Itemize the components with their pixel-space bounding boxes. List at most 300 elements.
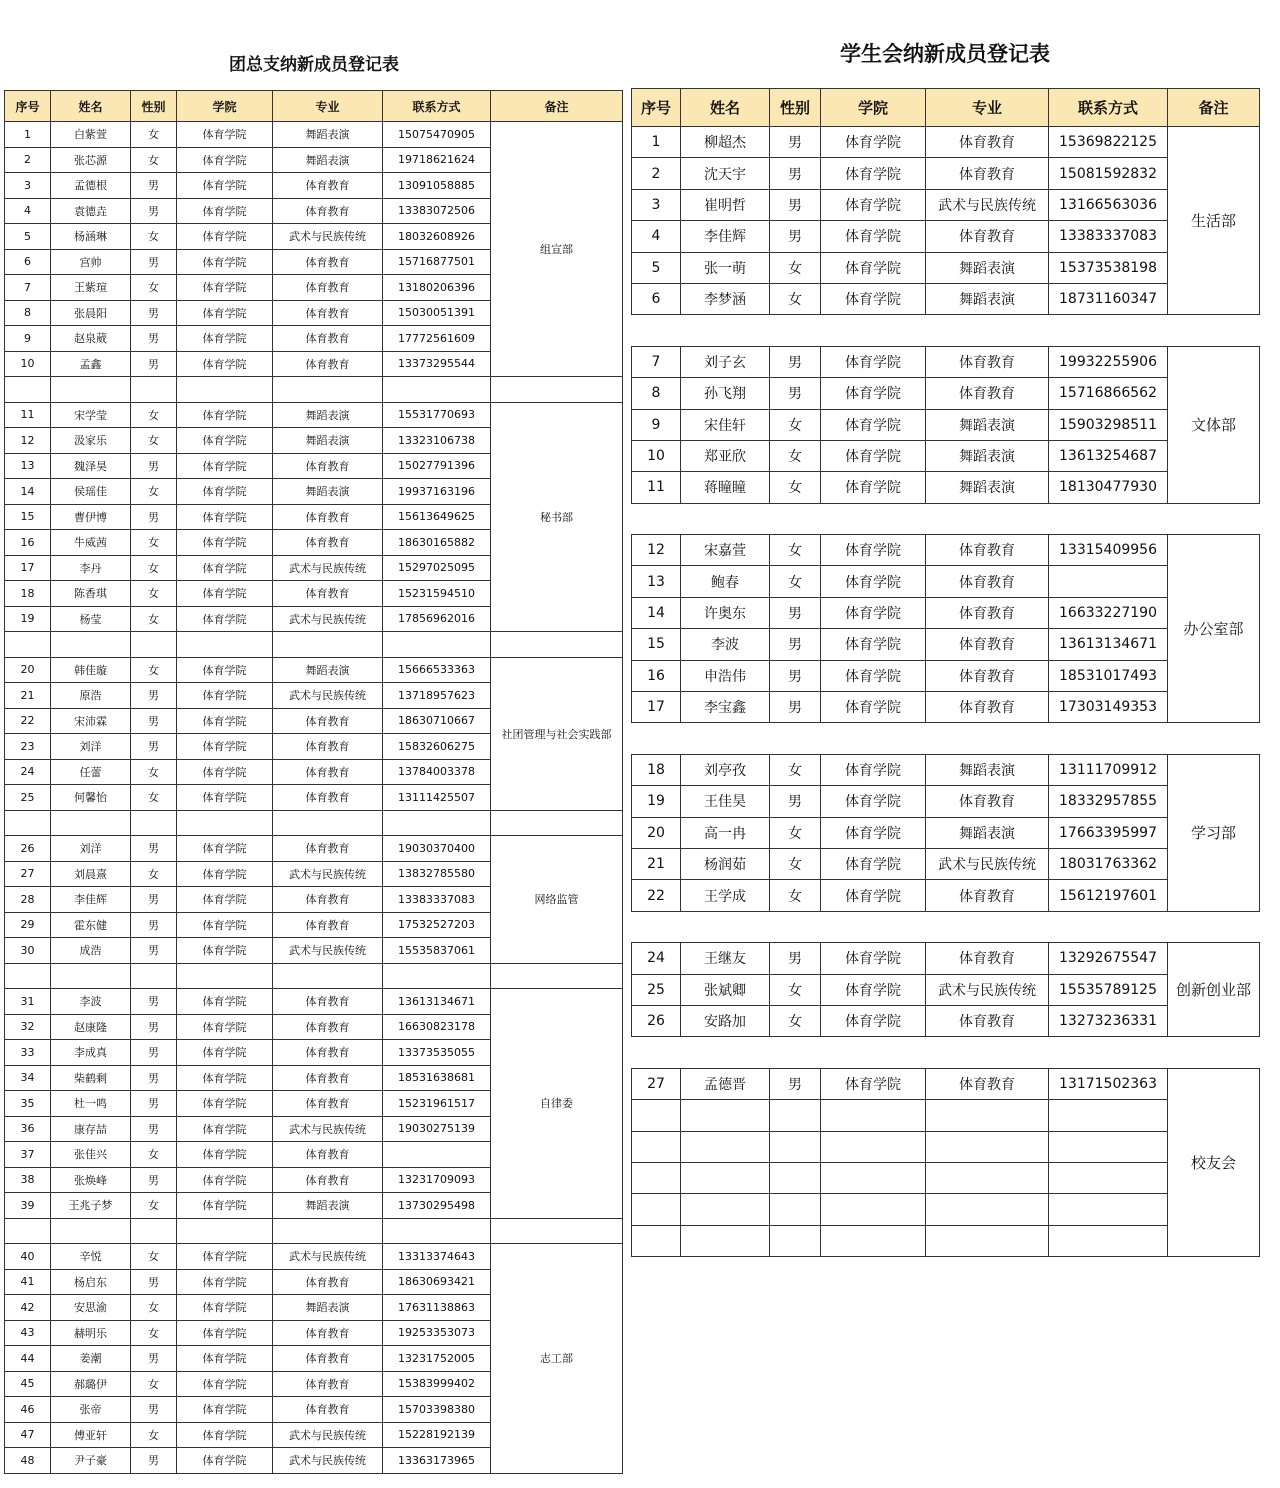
cell-gender [770,1131,821,1162]
table-row [632,629,1260,660]
cell-gender: 男 [770,597,821,628]
cell-gender: 男 [131,836,177,862]
cell-phone: 15531770693 [383,402,491,428]
cell-major: 体育教育 [273,300,383,326]
cell-phone: 13383337083 [383,887,491,913]
cell-major: 体育教育 [926,629,1049,660]
cell-phone: 13231709093 [383,1167,491,1193]
cell-gender [770,1225,821,1256]
table-row [632,440,1260,471]
cell-phone: 13373535055 [383,1040,491,1066]
cell-name: 安思渝 [51,1295,131,1321]
separator-cell [273,632,383,658]
cell-phone: 13718957623 [383,683,491,709]
cell-name [681,1100,770,1131]
cell-college: 体育学院 [821,283,926,314]
cell-college: 体育学院 [177,1193,273,1219]
department-remark: 自律委 [491,989,623,1219]
cell-seq: 29 [5,912,51,938]
cell-gender: 男 [770,378,821,409]
cell-seq: 15 [632,629,681,660]
cell-name: 高一冉 [681,817,770,848]
cell-gender: 女 [770,252,821,283]
separator-cell [770,315,821,346]
group-separator-row [632,315,1260,346]
cell-major: 体育教育 [273,173,383,199]
cell-name [681,1131,770,1162]
cell-phone: 15383999402 [383,1371,491,1397]
cell-seq: 4 [632,221,681,252]
cell-phone [1049,1131,1168,1162]
table-row [632,252,1260,283]
cell-gender: 男 [770,346,821,377]
cell-college: 体育学院 [821,974,926,1005]
cell-name: 成浩 [51,938,131,964]
cell-college: 体育学院 [177,683,273,709]
cell-major: 体育教育 [273,1014,383,1040]
cell-gender: 女 [770,880,821,911]
cell-major: 舞蹈表演 [273,479,383,505]
cell-college: 体育学院 [821,566,926,597]
cell-gender: 男 [770,943,821,974]
cell-name: 杨润茹 [681,848,770,879]
cell-seq: 12 [5,428,51,454]
separator-cell [177,810,273,836]
cell-major: 武术与民族传统 [273,861,383,887]
cell-gender [770,1100,821,1131]
cell-phone: 16630823178 [383,1014,491,1040]
cell-seq: 33 [5,1040,51,1066]
cell-gender: 女 [131,479,177,505]
cell-college: 体育学院 [177,989,273,1015]
table-row [632,597,1260,628]
department-remark: 创新创业部 [1168,943,1260,1037]
separator-cell [1168,315,1260,346]
cell-college: 体育学院 [821,535,926,566]
cell-college [821,1225,926,1256]
cell-phone: 13171502363 [1049,1068,1168,1099]
cell-phone: 15903298511 [1049,409,1168,440]
cell-seq: 14 [5,479,51,505]
cell-major: 武术与民族传统 [273,1448,383,1474]
separator-cell [131,1218,177,1244]
cell-college: 体育学院 [177,912,273,938]
cell-phone: 15612197601 [1049,880,1168,911]
cell-major: 体育教育 [273,708,383,734]
cell-major: 武术与民族传统 [273,606,383,632]
cell-gender: 女 [770,1005,821,1036]
cell-name: 傅亚轩 [51,1422,131,1448]
right-registration-table [631,88,1260,1257]
separator-cell [770,911,821,942]
table-row [632,1194,1260,1225]
cell-seq: 9 [632,409,681,440]
cell-seq: 19 [5,606,51,632]
cell-college: 体育学院 [821,629,926,660]
cell-gender: 女 [131,428,177,454]
table-row [632,127,1260,158]
cell-phone: 17856962016 [383,606,491,632]
cell-phone: 13091058885 [383,173,491,199]
cell-major: 体育教育 [273,1269,383,1295]
cell-name: 李成真 [51,1040,131,1066]
cell-seq [632,1131,681,1162]
cell-major: 舞蹈表演 [926,409,1049,440]
separator-cell [821,911,926,942]
cell-seq: 25 [5,785,51,811]
cell-college: 体育学院 [821,1068,926,1099]
cell-name: 汲家乐 [51,428,131,454]
cell-college: 体育学院 [821,378,926,409]
cell-phone: 18130477930 [1049,472,1168,503]
cell-seq: 7 [632,346,681,377]
cell-major: 体育教育 [926,378,1049,409]
cell-college: 体育学院 [821,880,926,911]
cell-major: 体育教育 [273,1397,383,1423]
cell-phone: 18031763362 [1049,848,1168,879]
cell-phone: 15228192139 [383,1422,491,1448]
group-separator-row [5,632,623,658]
cell-seq: 43 [5,1320,51,1346]
cell-seq: 13 [5,453,51,479]
cell-name: 柳超杰 [681,127,770,158]
cell-seq: 17 [5,555,51,581]
cell-phone: 18731160347 [1049,283,1168,314]
department-remark: 生活部 [1168,127,1260,315]
cell-gender: 女 [131,1320,177,1346]
cell-seq: 40 [5,1244,51,1270]
cell-major: 体育教育 [926,127,1049,158]
cell-phone: 18630693421 [383,1269,491,1295]
cell-college: 体育学院 [821,848,926,879]
cell-name: 赵泉葳 [51,326,131,352]
cell-college: 体育学院 [177,606,273,632]
cell-seq: 47 [5,1422,51,1448]
cell-seq: 17 [632,692,681,723]
cell-name: 孟鑫 [51,351,131,377]
cell-gender: 男 [770,158,821,189]
group-separator-row [5,377,623,403]
cell-college: 体育学院 [177,453,273,479]
cell-phone: 15027791396 [383,453,491,479]
cell-college: 体育学院 [177,785,273,811]
separator-cell [383,810,491,836]
cell-name: 姜潮 [51,1346,131,1372]
department-remark: 秘书部 [491,402,623,632]
cell-name: 沈天宇 [681,158,770,189]
cell-name: 赫明乐 [51,1320,131,1346]
cell-college: 体育学院 [177,530,273,556]
cell-name: 陈香琪 [51,581,131,607]
cell-gender: 女 [131,147,177,173]
cell-name: 杨启东 [51,1269,131,1295]
cell-major: 武术与民族传统 [273,555,383,581]
left-header-gender: 性别 [131,91,177,122]
cell-name: 李宝鑫 [681,692,770,723]
cell-major [926,1162,1049,1193]
cell-college: 体育学院 [821,692,926,723]
cell-college: 体育学院 [177,1091,273,1117]
cell-phone: 17631138863 [383,1295,491,1321]
cell-gender: 男 [770,189,821,220]
cell-seq: 27 [632,1068,681,1099]
cell-major: 舞蹈表演 [926,283,1049,314]
cell-name: 杜一鸣 [51,1091,131,1117]
table-row [632,943,1260,974]
cell-gender: 男 [131,912,177,938]
separator-cell [632,503,681,534]
cell-major: 体育教育 [273,581,383,607]
cell-phone: 15613649625 [383,504,491,530]
cell-name: 李波 [51,989,131,1015]
separator-cell [177,963,273,989]
separator-cell [821,1037,926,1068]
cell-phone: 13383072506 [383,198,491,224]
cell-gender: 女 [131,1295,177,1321]
cell-major: 武术与民族传统 [926,974,1049,1005]
cell-seq: 5 [632,252,681,283]
cell-major: 体育教育 [273,351,383,377]
cell-major: 体育教育 [926,786,1049,817]
cell-gender: 女 [131,1371,177,1397]
cell-name: 宋沛霖 [51,708,131,734]
cell-phone [383,1142,491,1168]
cell-seq: 18 [632,754,681,785]
cell-college [821,1194,926,1225]
cell-seq: 16 [632,660,681,691]
cell-seq [632,1100,681,1131]
cell-major [926,1131,1049,1162]
cell-name: 袁德垚 [51,198,131,224]
cell-gender: 男 [131,351,177,377]
cell-gender: 女 [131,224,177,250]
separator-cell [491,632,623,658]
cell-college: 体育学院 [177,555,273,581]
cell-phone: 15075470905 [383,122,491,148]
cell-name: 杨莹 [51,606,131,632]
separator-cell [681,1037,770,1068]
cell-gender: 女 [131,657,177,683]
cell-gender: 女 [770,535,821,566]
cell-college: 体育学院 [177,1320,273,1346]
separator-cell [131,377,177,403]
cell-name: 侯瑶佳 [51,479,131,505]
cell-seq: 39 [5,1193,51,1219]
cell-phone: 13613134671 [383,989,491,1015]
cell-phone: 15373538198 [1049,252,1168,283]
separator-cell [273,1218,383,1244]
cell-major: 体育教育 [273,198,383,224]
separator-cell [926,911,1049,942]
cell-name: 孟德根 [51,173,131,199]
right-header-phone: 联系方式 [1049,89,1168,127]
cell-gender: 男 [131,683,177,709]
cell-major: 武术与民族传统 [273,224,383,250]
cell-phone: 19718621624 [383,147,491,173]
cell-seq: 6 [5,249,51,275]
cell-college: 体育学院 [177,1116,273,1142]
separator-cell [491,963,623,989]
cell-gender: 女 [770,440,821,471]
cell-college: 体育学院 [177,479,273,505]
table-row [632,974,1260,1005]
cell-college: 体育学院 [821,943,926,974]
cell-phone: 15030051391 [383,300,491,326]
cell-name: 任蕾 [51,759,131,785]
cell-major: 体育教育 [926,346,1049,377]
cell-college: 体育学院 [177,1422,273,1448]
separator-cell [1049,315,1168,346]
cell-name: 张芯源 [51,147,131,173]
cell-seq: 26 [632,1005,681,1036]
cell-gender: 女 [770,974,821,1005]
group-separator-row [632,503,1260,534]
cell-phone: 13111709912 [1049,754,1168,785]
cell-phone: 15369822125 [1049,127,1168,158]
separator-cell [177,377,273,403]
cell-college: 体育学院 [821,817,926,848]
cell-major: 体育教育 [273,1371,383,1397]
cell-major: 体育教育 [926,660,1049,691]
cell-college: 体育学院 [821,786,926,817]
cell-college: 体育学院 [821,1005,926,1036]
cell-phone: 13111425507 [383,785,491,811]
cell-gender: 女 [131,785,177,811]
cell-college: 体育学院 [821,189,926,220]
cell-seq: 32 [5,1014,51,1040]
cell-college: 体育学院 [821,754,926,785]
separator-cell [770,723,821,754]
cell-major: 体育教育 [273,326,383,352]
cell-college: 体育学院 [177,1269,273,1295]
cell-gender: 男 [131,1091,177,1117]
separator-cell [926,1037,1049,1068]
cell-phone: 15231961517 [383,1091,491,1117]
cell-major: 体育教育 [273,249,383,275]
separator-cell [681,723,770,754]
cell-name [681,1194,770,1225]
cell-seq: 2 [632,158,681,189]
separator-cell [681,315,770,346]
cell-gender [770,1194,821,1225]
cell-college [821,1162,926,1193]
cell-college: 体育学院 [177,300,273,326]
separator-cell [770,1037,821,1068]
cell-college: 体育学院 [821,440,926,471]
cell-phone: 18630165882 [383,530,491,556]
department-remark: 志工部 [491,1244,623,1474]
left-table-title: 团总支纳新成员登记表 [229,55,399,75]
cell-gender: 女 [770,848,821,879]
cell-phone: 15231594510 [383,581,491,607]
cell-college: 体育学院 [177,326,273,352]
department-remark: 网络监管 [491,836,623,964]
separator-cell [821,315,926,346]
separator-cell [1049,503,1168,534]
right-header-seq: 序号 [632,89,681,127]
cell-phone: 13323106738 [383,428,491,454]
cell-phone: 19030275139 [383,1116,491,1142]
cell-phone: 18032608926 [383,224,491,250]
separator-cell [131,963,177,989]
cell-seq: 38 [5,1167,51,1193]
department-remark: 学习部 [1168,754,1260,911]
cell-seq: 12 [632,535,681,566]
cell-gender [770,1162,821,1193]
cell-gender: 女 [770,754,821,785]
cell-college: 体育学院 [177,224,273,250]
cell-phone: 13315409956 [1049,535,1168,566]
cell-major [926,1194,1049,1225]
cell-gender: 女 [131,275,177,301]
cell-seq: 11 [632,472,681,503]
right-header-name: 姓名 [681,89,770,127]
cell-gender: 女 [770,472,821,503]
cell-phone: 16633227190 [1049,597,1168,628]
cell-phone: 18531017493 [1049,660,1168,691]
cell-name: 宋学莹 [51,402,131,428]
separator-cell [273,377,383,403]
cell-name: 魏泽昊 [51,453,131,479]
cell-phone: 13363173965 [383,1448,491,1474]
separator-cell [51,963,131,989]
cell-major: 舞蹈表演 [273,1295,383,1321]
cell-phone: 17663395997 [1049,817,1168,848]
cell-name: 康存喆 [51,1116,131,1142]
left-header-phone: 联系方式 [383,91,491,122]
cell-phone [1049,1225,1168,1256]
cell-gender: 男 [131,1346,177,1372]
separator-cell [681,503,770,534]
table-row [632,346,1260,377]
table-row [632,692,1260,723]
table-row [632,786,1260,817]
cell-name: 王继友 [681,943,770,974]
cell-seq: 36 [5,1116,51,1142]
cell-college: 体育学院 [177,734,273,760]
cell-major: 体育教育 [273,1167,383,1193]
cell-name: 孙飞翔 [681,378,770,409]
cell-phone: 15081592832 [1049,158,1168,189]
cell-gender: 男 [131,249,177,275]
right-table-body [632,127,1260,1257]
cell-seq [632,1225,681,1256]
cell-name: 鲍春 [681,566,770,597]
cell-name: 王佳昊 [681,786,770,817]
cell-major: 体育教育 [273,785,383,811]
cell-seq: 23 [5,734,51,760]
cell-major: 武术与民族传统 [273,683,383,709]
cell-major: 体育教育 [926,1005,1049,1036]
cell-phone: 19932255906 [1049,346,1168,377]
cell-seq: 10 [632,440,681,471]
cell-phone: 18332957855 [1049,786,1168,817]
cell-seq: 20 [632,817,681,848]
cell-major [926,1100,1049,1131]
cell-name: 李佳辉 [681,221,770,252]
cell-name: 安路加 [681,1005,770,1036]
cell-college: 体育学院 [177,147,273,173]
cell-name: 刘晨熹 [51,861,131,887]
cell-major: 体育教育 [273,1142,383,1168]
cell-seq: 46 [5,1397,51,1423]
cell-name: 李梦涵 [681,283,770,314]
cell-college: 体育学院 [177,198,273,224]
cell-name: 张佳兴 [51,1142,131,1168]
separator-cell [383,963,491,989]
cell-college: 体育学院 [177,351,273,377]
cell-phone: 17303149353 [1049,692,1168,723]
